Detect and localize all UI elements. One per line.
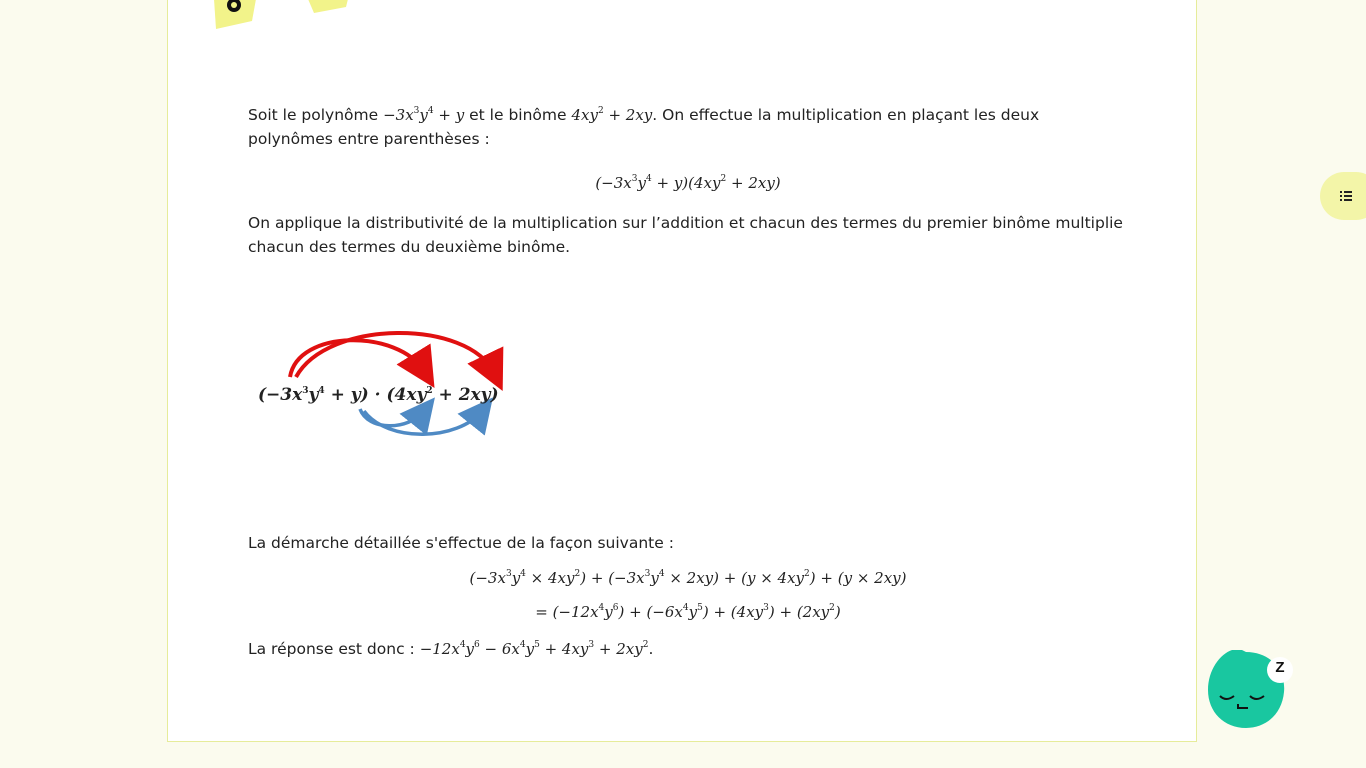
- list-icon: [1340, 191, 1352, 201]
- content-card: [167, 0, 1197, 742]
- lesson-content: [248, 99, 1128, 661]
- equation-step-2: = $(-12x^4y^6) + (-6x^4y^5) + (4xy^3) + (2xy^2)$: [535, 603, 841, 621]
- polynomial-expression: $-3x^3y^4 + y$: [383, 106, 465, 124]
- text-segment: Soit le polynôme: [248, 106, 384, 124]
- equation-product: $(-3x^3y^4 + y)(4xy^2 + 2xy)$: [595, 174, 781, 192]
- process-paragraph: La démarche détaillée s'effectue de la façon suivante :: [248, 534, 674, 552]
- assistant-mascot-button[interactable]: [1206, 648, 1298, 732]
- answer-expression: $-12x^4y^6 - 6x^4y^5 + 4xy^3 + 2xy^2$: [419, 640, 649, 658]
- figure-expression: $(-3x^3y^4 + y) \cdot (4xy^2 + 2xy)$: [258, 385, 499, 405]
- decorative-shapes: [168, 0, 368, 39]
- distributivity-paragraph: On applique la distributivité de la multiplication sur l’addition et chacun des termes du premier binôme multiplie chacun des termes du deuxième binôme.: [248, 214, 1123, 256]
- mascot-badge: Z: [1275, 659, 1285, 676]
- binomial-expression: $4xy^2 + 2xy$: [571, 106, 653, 124]
- answer-paragraph: [248, 633, 1128, 661]
- text-segment: La réponse est donc :: [248, 640, 420, 658]
- distributivity-diagram: [248, 299, 1128, 479]
- red-arrow-2: [296, 333, 494, 377]
- text-segment: . On effectue la multiplication en plaçant les deux polynômes entre parenthèses :: [248, 106, 1040, 148]
- text-segment: et le binôme: [464, 106, 572, 124]
- equation-step-1: $(-3x^3y^4 \times 4xy^2) + (-3x^3y^4 \times 2xy) + (y \times 4xy^2) + (y \times 2xy)$: [469, 569, 907, 587]
- equation-steps: [248, 561, 1128, 625]
- table-of-contents-button[interactable]: [1320, 172, 1366, 220]
- text-segment: .: [648, 640, 654, 658]
- intro-paragraph: [248, 99, 1128, 151]
